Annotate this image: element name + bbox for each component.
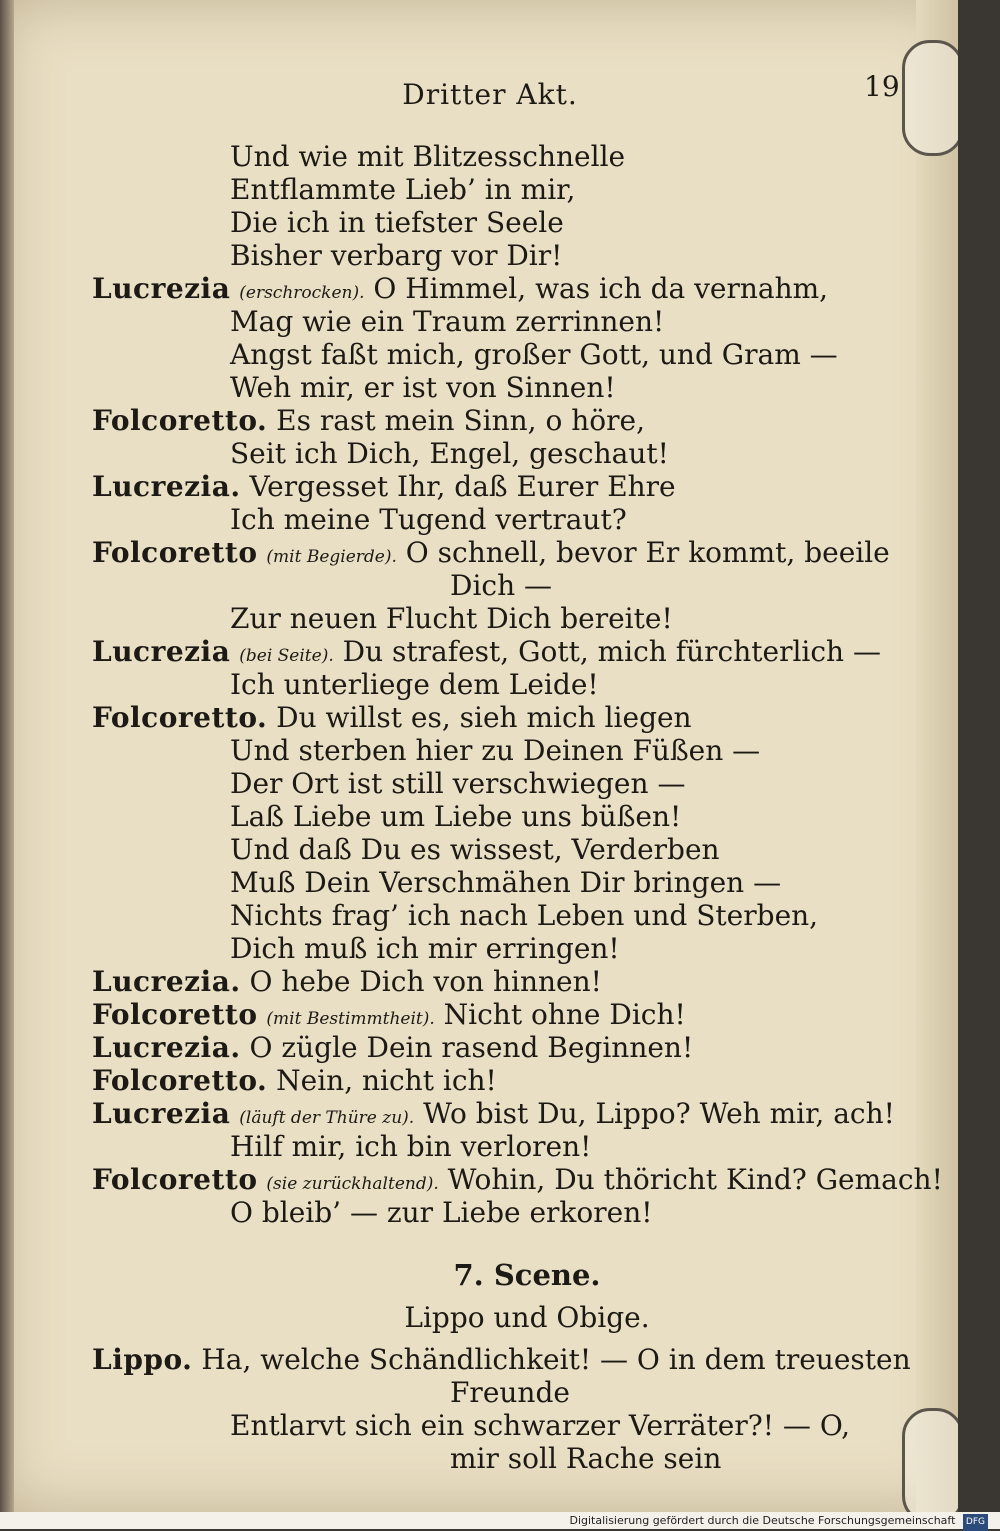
verse-line — [92, 899, 902, 932]
verse-text: Dich — — [450, 569, 553, 602]
scene-persons: Lippo und Obige. — [404, 1301, 650, 1334]
verse-line — [92, 668, 902, 701]
verse-line — [92, 338, 902, 371]
verse-line — [92, 734, 902, 767]
verse-text: Laß Liebe um Liebe uns büßen! — [230, 800, 682, 833]
verse-text: Wo bist Du, Lippo? Weh mir, ach! — [423, 1097, 895, 1130]
speaker-name: Folcoretto. — [92, 1064, 268, 1097]
verse-text: Dich muß ich mir erringen! — [230, 932, 620, 965]
page-edge — [916, 0, 958, 1512]
verse-text: Weh mir, er ist von Sinnen! — [230, 371, 616, 404]
verse-text: Du willst es, sieh mich liegen — [276, 701, 692, 734]
verse-line — [92, 1343, 911, 1376]
speaker-name: Lucrezia — [92, 272, 231, 305]
verse-text: Und sterben hier zu Deinen Füßen — — [230, 734, 761, 767]
verse-text: O zügle Dein rasend Beginnen! — [249, 1031, 694, 1064]
stage-direction: (bei Seite). — [239, 646, 334, 666]
verse-line — [92, 1163, 943, 1196]
page-text — [92, 140, 943, 1475]
dialogue-block-scene-7 — [92, 1343, 911, 1475]
verse-text: Nichts frag’ ich nach Leben und Sterben, — [230, 899, 819, 932]
verse-text: Und daß Du es wissest, Verderben — [230, 833, 720, 866]
verse-line — [92, 1130, 902, 1163]
stage-direction: (erschrocken). — [239, 283, 365, 303]
verse-text: Der Ort ist still verschwiegen — — [230, 767, 686, 800]
footer-credit: Digitalisierung gefördert durch die Deutsche Forschungsgemeinschaft — [569, 1514, 956, 1527]
verse-text: Die ich in tiefster Seele — [230, 206, 564, 239]
stage-direction: (läuft der Thüre zu). — [239, 1108, 415, 1128]
speaker-name: Folcoretto — [92, 536, 258, 569]
verse-text: Zur neuen Flucht Dich bereite! — [230, 602, 673, 635]
verse-text: Nicht ohne Dich! — [443, 998, 686, 1031]
verse-text: Und wie mit Blitzesschnelle — [230, 140, 626, 173]
verse-text: Freunde — [450, 1376, 570, 1409]
verse-line — [92, 1031, 902, 1064]
speaker-name: Folcoretto — [92, 1163, 258, 1196]
verse-line — [92, 1442, 902, 1475]
scene-heading: 7. Scene. — [453, 1258, 601, 1292]
verse-text: O Himmel, was ich da vernahm, — [373, 272, 829, 305]
verse-line — [92, 1097, 902, 1130]
verse-text: Muß Dein Verschmähen Dir bringen — — [230, 866, 782, 899]
verse-text: Vergesset Ihr, daß Eurer Ehre — [249, 470, 676, 503]
speaker-name: Lucrezia. — [92, 1031, 241, 1064]
verse-line — [92, 965, 902, 998]
stage-direction: (sie zurückhaltend). — [266, 1174, 439, 1194]
verse-line — [92, 536, 902, 569]
running-head: Dritter Akt. — [402, 78, 578, 111]
verse-line — [92, 998, 902, 1031]
verse-text: Ich meine Tugend vertraut? — [230, 503, 627, 536]
verse-text: Wohin, Du thöricht Kind? Gemach! — [447, 1163, 943, 1196]
verse-line — [92, 866, 902, 899]
verse-line — [92, 404, 902, 437]
page-number: 19 — [864, 70, 900, 103]
verse-text: Ha, welche Schändlichkeit! — O in dem treuesten — [201, 1343, 911, 1376]
verse-text: Bisher verbarg vor Dir! — [230, 239, 563, 272]
verse-text: O bleib’ — zur Liebe erkoren! — [230, 1196, 653, 1229]
speaker-name: Lippo. — [92, 1343, 193, 1376]
verse-line — [92, 272, 902, 305]
verse-line — [92, 1064, 902, 1097]
verse-text: mir soll Rache sein — [450, 1442, 722, 1475]
verse-line — [92, 503, 902, 536]
speaker-name: Lucrezia — [92, 635, 231, 668]
page-clip-bottom — [902, 1408, 958, 1512]
verse-line — [92, 437, 902, 470]
book-spine — [0, 0, 14, 1512]
verse-text: Entflammte Lieb’ in mir, — [230, 173, 576, 206]
verse-text: Du strafest, Gott, mich fürchterlich — — [342, 635, 881, 668]
verse-line — [92, 767, 902, 800]
verse-text: Nein, nicht ich! — [276, 1064, 497, 1097]
verse-line — [92, 206, 902, 239]
verse-text: Seit ich Dich, Engel, geschaut! — [230, 437, 669, 470]
speaker-name: Lucrezia. — [92, 470, 241, 503]
verse-text: Es rast mein Sinn, o höre, — [276, 404, 645, 437]
verse-line — [92, 371, 902, 404]
speaker-name: Folcoretto — [92, 998, 258, 1031]
verse-line — [92, 1196, 902, 1229]
verse-line — [92, 1409, 902, 1442]
verse-line — [92, 635, 902, 668]
verse-line — [92, 701, 902, 734]
verse-text: Entlarvt sich ein schwarzer Verräter?! — O, — [230, 1409, 851, 1442]
verse-line — [92, 932, 902, 965]
speaker-name: Lucrezia. — [92, 965, 241, 998]
verse-text: Mag wie ein Traum zerrinnen! — [230, 305, 665, 338]
verse-text: O hebe Dich von hinnen! — [249, 965, 602, 998]
verse-line — [92, 602, 902, 635]
stage-direction: (mit Bestimmtheit). — [266, 1009, 435, 1029]
dialogue-block — [92, 140, 943, 1229]
verse-line — [92, 173, 902, 206]
verse-line — [92, 569, 902, 602]
verse-text: Angst faßt mich, großer Gott, und Gram — — [230, 338, 838, 371]
dfg-logo-icon: DFG — [963, 1514, 988, 1531]
verse-text: Ich unterliege dem Leide! — [230, 668, 599, 701]
verse-line — [92, 833, 902, 866]
verse-line — [92, 800, 902, 833]
verse-line — [92, 1376, 902, 1409]
verse-line — [92, 239, 902, 272]
verse-line — [92, 140, 902, 173]
digitization-footer — [0, 1512, 1000, 1529]
verse-text: Hilf mir, ich bin verloren! — [230, 1130, 592, 1163]
speaker-name: Folcoretto. — [92, 701, 268, 734]
stage-direction: (mit Begierde). — [266, 547, 397, 567]
speaker-name: Lucrezia — [92, 1097, 231, 1130]
speaker-name: Folcoretto. — [92, 404, 268, 437]
verse-line — [92, 305, 902, 338]
verse-line — [92, 470, 902, 503]
verse-text: O schnell, bevor Er kommt, beeile — [405, 536, 890, 569]
